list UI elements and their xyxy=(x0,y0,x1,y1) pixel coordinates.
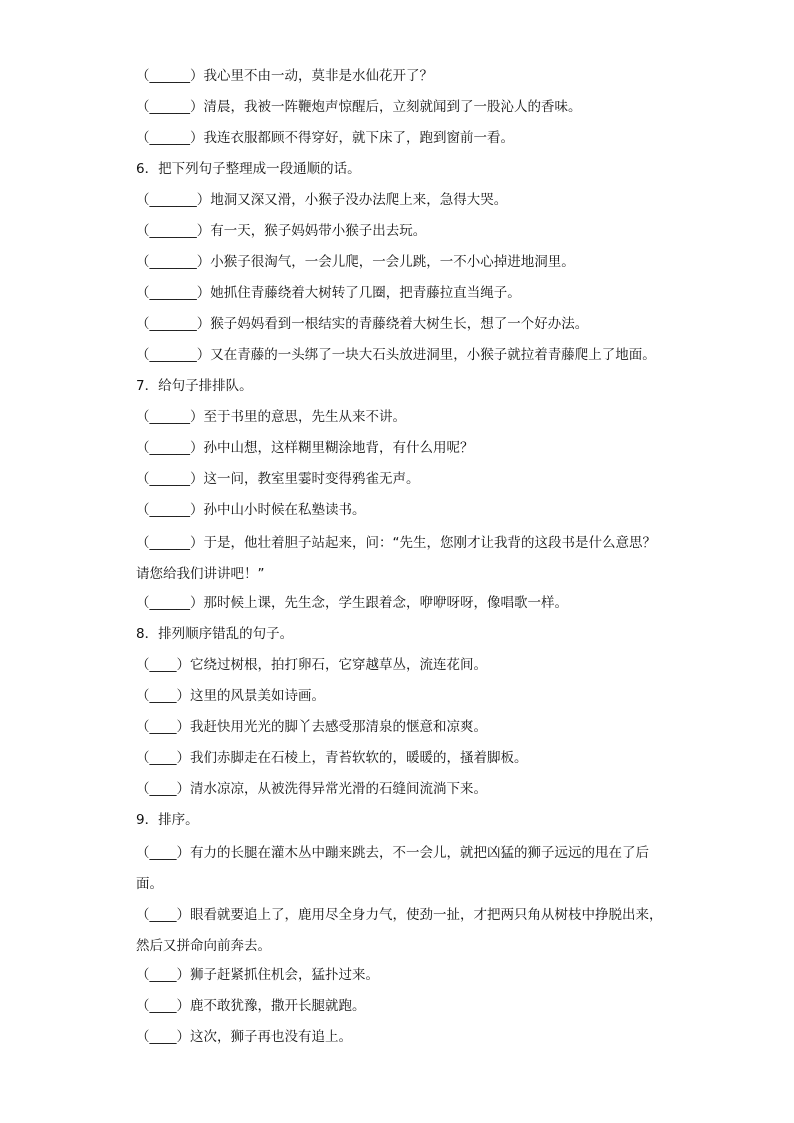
question-title: 6．把下列句子整理成一段通顺的话。 xyxy=(136,161,361,177)
sentence-text: 有力的长腿在灌木丛中蹦来跳去，不一会儿，就把凶猛的狮子远远的甩在了后面。 xyxy=(136,845,649,892)
sentence-text: 眼看就要追上了，鹿用尽全身力气，使劲一扯，才把两只角从树枝中挣脱出来，然后又拼命向前奔去。 xyxy=(136,907,663,954)
answer-blank[interactable]: （____） xyxy=(136,1029,190,1045)
list-item xyxy=(136,745,666,776)
list-item xyxy=(136,342,666,373)
sentence-text: 孙中山想，这样糊里糊涂地背，有什么用呢？ xyxy=(203,440,474,456)
question-title: 7．给句子排排队。 xyxy=(136,378,253,394)
answer-blank[interactable]: （____） xyxy=(136,998,190,1014)
answer-blank[interactable]: （____） xyxy=(136,845,190,861)
answer-blank[interactable]: （____） xyxy=(136,967,190,983)
sentence-text: 我连衣服都顾不得穿好，就下床了，跑到窗前一看。 xyxy=(203,130,514,146)
sentence-text: 清晨，我被一阵鞭炮声惊醒后，立刻就闻到了一股沁人的香味。 xyxy=(203,99,582,115)
list-item xyxy=(136,187,666,218)
answer-blank[interactable]: （_______） xyxy=(136,316,211,332)
sentence-text: 它绕过树根，拍打卵石，它穿越草丛，流连花间。 xyxy=(190,657,487,673)
list-item xyxy=(136,218,666,249)
sentence-text: 她抓住青藤绕着大树转了几圈，把青藤拉直当绳子。 xyxy=(210,285,521,301)
answer-blank[interactable]: （____） xyxy=(136,688,190,704)
answer-blank[interactable]: （_______） xyxy=(136,347,211,363)
answer-blank[interactable]: （_______） xyxy=(136,254,211,270)
list-item xyxy=(136,962,666,993)
list-item xyxy=(136,714,666,745)
answer-blank[interactable]: （______） xyxy=(136,502,204,518)
answer-blank[interactable]: （____） xyxy=(136,719,190,735)
answer-blank[interactable]: （______） xyxy=(136,471,204,487)
list-item xyxy=(136,249,666,280)
sentence-text: 鹿不敢犹豫，撒开长腿就跑。 xyxy=(190,998,366,1014)
answer-blank[interactable]: （______） xyxy=(136,99,204,115)
answer-blank[interactable]: （______） xyxy=(136,409,204,425)
sentence-text: 有一天，猴子妈妈带小猴子出去玩。 xyxy=(210,223,427,239)
question-title: 9．排序。 xyxy=(136,812,199,828)
list-item xyxy=(136,94,666,125)
list-item xyxy=(136,683,666,714)
sentence-text: 地洞又深又滑，小猴子没办法爬上来，急得大哭。 xyxy=(210,192,508,208)
answer-blank[interactable]: （_______） xyxy=(136,223,211,239)
sentence-text: 猴子妈妈看到一根结实的青藤绕着大树生长，想了一个好办法。 xyxy=(210,316,589,332)
answer-blank[interactable]: （_______） xyxy=(136,285,211,301)
list-item xyxy=(136,900,666,962)
sentence-text: 于是，他壮着胆子站起来，问：“先生，您刚才让我背的这段书是什么意思？请您给我们讲讲吧！” xyxy=(136,535,656,582)
answer-blank[interactable]: （______） xyxy=(136,535,204,551)
sentence-text: 孙中山小时候在私塾读书。 xyxy=(203,502,366,518)
list-item xyxy=(136,652,666,683)
list-item xyxy=(136,497,666,528)
list-item xyxy=(136,528,666,590)
list-item xyxy=(136,404,666,435)
sentence-text: 狮子赶紧抓住机会，猛扑过来。 xyxy=(190,967,379,983)
answer-blank[interactable]: （____） xyxy=(136,750,190,766)
answer-blank[interactable]: （______） xyxy=(136,68,204,84)
list-item xyxy=(136,280,666,311)
worksheet-content xyxy=(136,63,666,1055)
list-item xyxy=(136,435,666,466)
question-title: 8．排列顺序错乱的句子。 xyxy=(136,626,294,642)
list-item xyxy=(136,466,666,497)
list-item xyxy=(136,590,666,621)
sentence-text: 至于书里的意思，先生从来不讲。 xyxy=(203,409,406,425)
sentence-text: 又在青藤的一头绑了一块大石头放进洞里，小猴子就拉着青藤爬上了地面。 xyxy=(210,347,656,363)
sentence-text: 清水凉凉，从被洗得异常光滑的石缝间流淌下来。 xyxy=(190,781,487,797)
list-item xyxy=(136,311,666,342)
list-item xyxy=(136,838,666,900)
answer-blank[interactable]: （______） xyxy=(136,130,204,146)
answer-blank[interactable]: （______） xyxy=(136,595,204,611)
list-item xyxy=(136,1024,666,1055)
sentence-text: 这一问，教室里霎时变得鸦雀无声。 xyxy=(203,471,420,487)
sentence-text: 那时候上课，先生念，学生跟着念，咿咿呀呀，像唱歌一样。 xyxy=(203,595,568,611)
sentence-text: 我们赤脚走在石棱上，青苔软软的，暖暖的，搔着脚板。 xyxy=(190,750,528,766)
list-item xyxy=(136,63,666,94)
sentence-text: 我赶快用光光的脚丫去感受那清泉的惬意和凉爽。 xyxy=(190,719,487,735)
sentence-text: 这里的风景美如诗画。 xyxy=(190,688,325,704)
sentence-text: 小猴子很淘气，一会儿爬，一会儿跳，一不小心掉进地洞里。 xyxy=(210,254,575,270)
answer-blank[interactable]: （____） xyxy=(136,781,190,797)
sentence-text: 我心里不由一动，莫非是水仙花开了？ xyxy=(203,68,433,84)
list-item xyxy=(136,993,666,1024)
sentence-text: 这次，狮子再也没有追上。 xyxy=(190,1029,352,1045)
answer-blank[interactable]: （_______） xyxy=(136,192,211,208)
answer-blank[interactable]: （____） xyxy=(136,657,190,673)
list-item xyxy=(136,776,666,807)
answer-blank[interactable]: （____） xyxy=(136,907,190,923)
answer-blank[interactable]: （______） xyxy=(136,440,204,456)
list-item xyxy=(136,125,666,156)
